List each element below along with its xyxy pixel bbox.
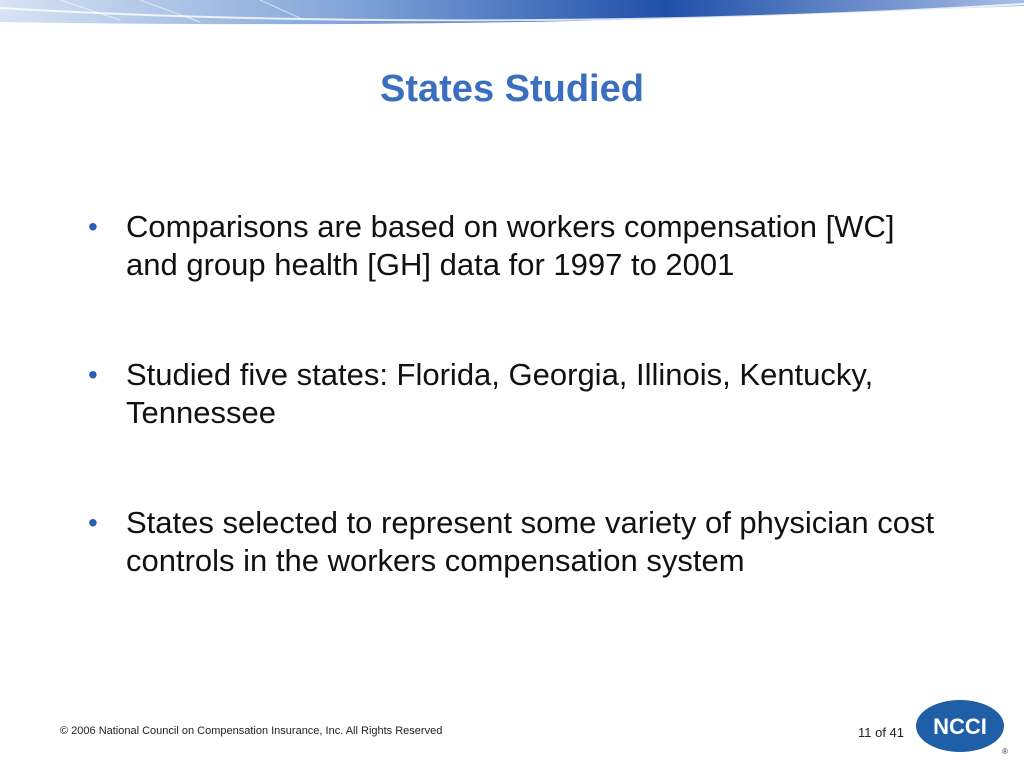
logo-text: NCCI [933, 714, 987, 739]
bullet-item [88, 504, 948, 580]
bullet-icon: • [88, 359, 98, 390]
footer-copyright: © 2006 National Council on Compensation Insurance, Inc. All Rights Reserved [60, 725, 443, 737]
bullet-icon: • [88, 507, 98, 538]
svg-text:®: ® [1002, 747, 1008, 756]
bullet-text: States selected to represent some variety of physician cost controls in the workers compensation system [126, 505, 935, 578]
ncci-logo [914, 698, 1008, 756]
slide-title: States Studied [380, 68, 644, 110]
bullet-item [88, 208, 948, 284]
page-number: 11 of 41 [858, 725, 905, 740]
bullet-text: Comparisons are based on workers compensation [WC] and group health [GH] data for 1997 to 2001 [126, 209, 895, 282]
bullet-text: Studied five states: Florida, Georgia, Illinois, Kentucky, Tennessee [126, 357, 874, 430]
bullet-item [88, 356, 948, 432]
bullet-icon: • [88, 211, 98, 242]
bullet-list [88, 208, 948, 652]
top-decorative-banner [0, 0, 1024, 34]
